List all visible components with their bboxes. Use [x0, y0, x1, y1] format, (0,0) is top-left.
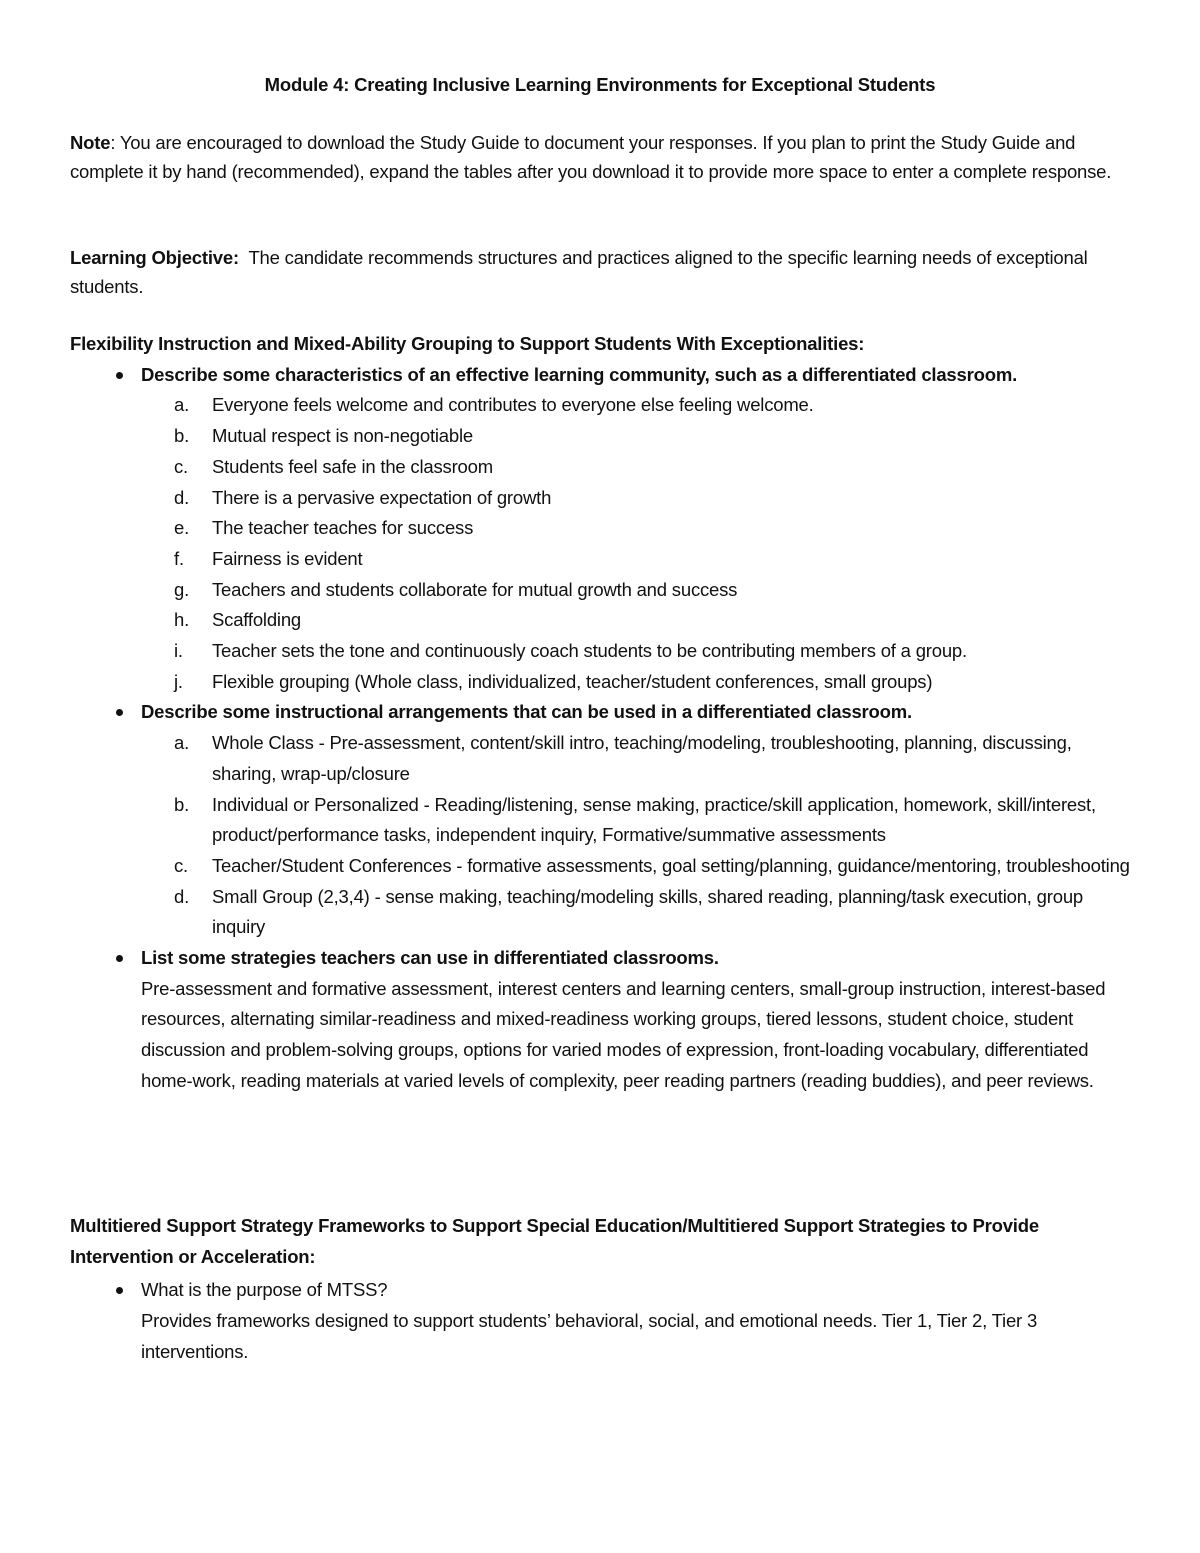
question: Describe some instructional arrangements that can be used in a differentiated classroom.: [141, 701, 912, 723]
document-title: Module 4: Creating Inclusive Learning Environments for Exceptional Students: [264, 74, 936, 95]
item-text: Teachers and students collaborate for mutual growth and success: [212, 578, 738, 600]
item-letter: c.: [174, 854, 188, 876]
note-paragraph: [70, 128, 1130, 186]
item-letter: a.: [174, 394, 190, 416]
section-mtss: [70, 1211, 1130, 1368]
item-text: Small Group (2,3,4) - sense making, teaching/modeling skills, shared reading, planning/task execution, group inquiry: [212, 885, 1083, 938]
list-item: [70, 605, 1130, 636]
item-text: Whole Class - Pre-assessment, content/skill intro, teaching/modeling, troubleshooting, planning, discussing, sharing, wrap-up/closure: [212, 732, 1072, 784]
list-item: [70, 483, 1130, 514]
item-letter: g.: [174, 578, 190, 600]
item-letter: i.: [174, 640, 183, 662]
list-item: [70, 513, 1130, 544]
item-text: Students feel safe in the classroom: [212, 455, 493, 477]
note-text: : You are encouraged to download the Study Guide to document your responses. If you plan to print the Study Guide and complete it by hand (recommended), expand the tables after you download it to provide more space to enter a complete response.: [70, 132, 1112, 182]
list-item: [70, 421, 1130, 452]
item-letter: b.: [174, 425, 190, 447]
question: Describe some characteristics of an effective learning community, such as a differentiated classroom.: [141, 363, 1018, 385]
item-text: Scaffolding: [212, 609, 301, 631]
item-text: Fairness is evident: [212, 547, 363, 569]
arrangements-list: [70, 728, 1130, 943]
item-text: Mutual respect is non-negotiable: [212, 425, 473, 447]
answer: Pre-assessment and formative assessment, interest centers and learning centers, small-group instruction, interest-based resources, alternating similar-readiness and mixed-readiness working groups, tiered lessons, student choice, student discussion and problem-solving groups, options for varied modes of expression, front-loading vocabulary, differentiated home-work, reading materials at varied levels of complexity, peer reading partners (reading buddies), and peer reviews.: [141, 977, 1106, 1091]
item-text: Teacher/Student Conferences - formative assessments, goal setting/planning, guidance/mentoring, troubleshooting: [212, 854, 1130, 876]
question: What is the purpose of MTSS?: [141, 1279, 388, 1301]
item-letter: d.: [174, 486, 190, 508]
list-item: [70, 882, 1130, 943]
item-text: Flexible grouping (Whole class, individualized, teacher/student conferences, small groups): [212, 670, 933, 692]
list-item: [70, 575, 1130, 606]
item-text: Individual or Personalized - Reading/listening, sense making, practice/skill application, homework, skill/interest, product/performance tasks, independent inquiry, Formative/summative assessments: [212, 793, 1096, 846]
list-item: [70, 667, 1130, 698]
section-heading: Flexibility Instruction and Mixed-Ability Grouping to Support Students With Exceptionalities:: [70, 333, 865, 354]
objective-text: The candidate recommends structures and practices aligned to the specific learning needs of exceptional students.: [70, 247, 1093, 297]
list-item: [70, 544, 1130, 575]
item-letter: b.: [174, 793, 190, 815]
item-text: The teacher teaches for success: [212, 517, 474, 539]
item-text: There is a pervasive expectation of growth: [212, 486, 552, 508]
list-item: [70, 728, 1130, 789]
list-item: [70, 851, 1130, 882]
item-letter: e.: [174, 517, 190, 539]
question: List some strategies teachers can use in differentiated classrooms.: [141, 947, 719, 969]
objective-label: Learning Objective:: [70, 247, 239, 268]
section-heading: Multitiered Support Strategy Frameworks to Support Special Education/Multitiered Support Strategies to Provide Intervention or Acceleration:: [70, 1215, 1039, 1267]
objective-paragraph: [70, 243, 1130, 301]
item-letter: j.: [174, 670, 183, 692]
item-letter: c.: [174, 455, 188, 477]
item-letter: d.: [174, 885, 190, 907]
item-letter: f.: [174, 547, 184, 569]
item-text: Everyone feels welcome and contributes to everyone else feeling welcome.: [212, 394, 814, 416]
list-item: [70, 452, 1130, 483]
list-item: [70, 390, 1130, 421]
answer: Provides frameworks designed to support students’ behavioral, social, and emotional needs. Tier 1, Tier 2, Tier 3 interventions.: [141, 1310, 1038, 1362]
list-item: [70, 636, 1130, 667]
note-label: Note: [70, 132, 111, 153]
item-letter: h.: [174, 609, 190, 631]
characteristics-list: [70, 390, 1130, 697]
item-text: Teacher sets the tone and continuously coach students to be contributing members of a group.: [212, 640, 967, 662]
section-flexibility: [70, 329, 1130, 1097]
list-item: [70, 790, 1130, 851]
item-letter: a.: [174, 732, 190, 754]
